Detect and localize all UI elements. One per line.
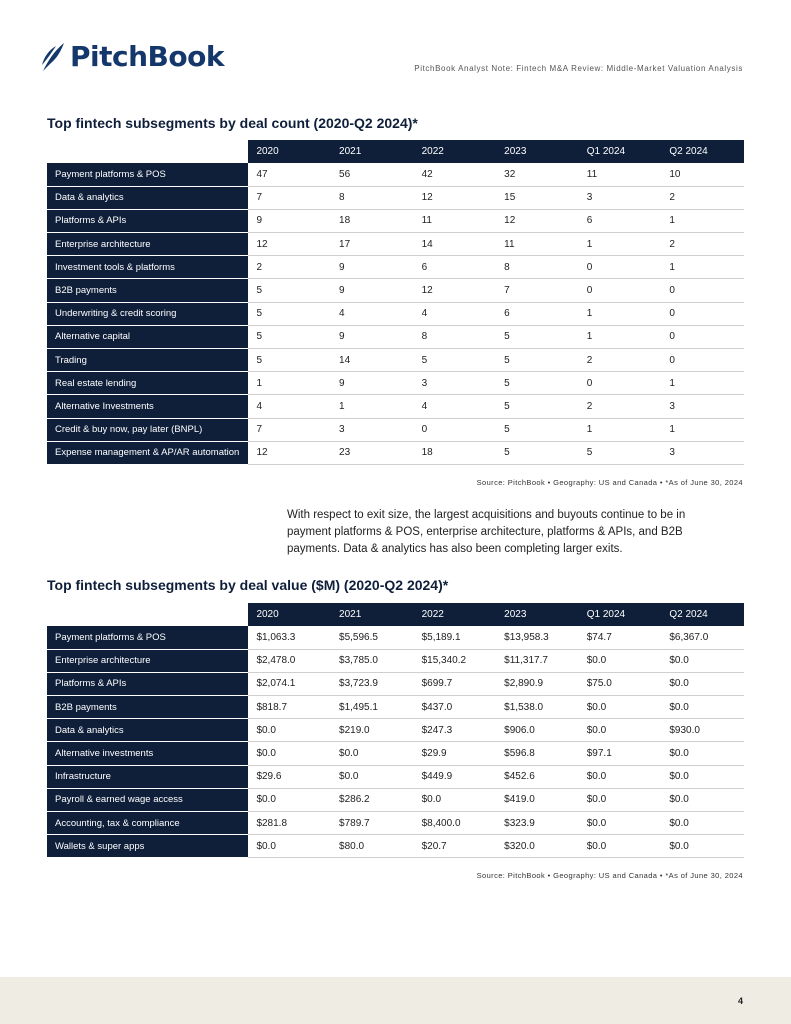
table-row — [47, 302, 744, 325]
table-cell: 6 — [579, 209, 662, 232]
table-cell: 9 — [248, 209, 331, 232]
table-cell: $11,317.7 — [496, 649, 579, 672]
table-cell: $0.0 — [414, 788, 497, 811]
table-row — [47, 765, 744, 788]
table-row — [47, 233, 744, 256]
table-cell: 1 — [331, 395, 414, 418]
row-label: Platforms & APIs — [47, 672, 248, 695]
table-cell: $930.0 — [661, 719, 744, 742]
table-cell: 12 — [248, 233, 331, 256]
table-cell: 5 — [496, 325, 579, 348]
column-header: 2021 — [331, 140, 414, 163]
table-cell: 56 — [331, 163, 414, 186]
table-cell: 23 — [331, 441, 414, 464]
table-cell: $29.9 — [414, 742, 497, 765]
table-cell: 9 — [331, 279, 414, 302]
table-cell: 42 — [414, 163, 497, 186]
table-cell: $449.9 — [414, 765, 497, 788]
table-row — [47, 209, 744, 232]
table-row — [47, 372, 744, 395]
table-cell: 7 — [496, 279, 579, 302]
column-header: Q2 2024 — [661, 140, 744, 163]
table-cell: 0 — [661, 302, 744, 325]
table-cell: $0.0 — [661, 788, 744, 811]
column-header: 2020 — [248, 140, 331, 163]
table-cell: 5 — [414, 349, 497, 372]
row-label: Credit & buy now, pay later (BNPL) — [47, 418, 248, 441]
table1-source: Source: PitchBook • Geography: US and Canada • *As of June 30, 2024 — [476, 478, 743, 487]
table-cell: 2 — [661, 233, 744, 256]
table-cell: $437.0 — [414, 696, 497, 719]
table-row — [47, 672, 744, 695]
table-cell: 1 — [661, 256, 744, 279]
table-cell: $29.6 — [248, 765, 331, 788]
table-cell: 18 — [331, 209, 414, 232]
table-cell: 4 — [414, 395, 497, 418]
table-row — [47, 441, 744, 464]
table-row — [47, 256, 744, 279]
table-cell: $419.0 — [496, 788, 579, 811]
table-cell: 8 — [496, 256, 579, 279]
table-row — [47, 649, 744, 672]
table-cell: 1 — [579, 418, 662, 441]
table-cell: 4 — [248, 395, 331, 418]
table-cell: $0.0 — [579, 812, 662, 835]
table-cell: 11 — [496, 233, 579, 256]
row-label: Underwriting & credit scoring — [47, 302, 248, 325]
column-header: 2023 — [496, 140, 579, 163]
row-label: Payroll & earned wage access — [47, 788, 248, 811]
table-cell: $219.0 — [331, 719, 414, 742]
table-cell: 0 — [661, 325, 744, 348]
table-cell: 5 — [496, 395, 579, 418]
row-label: Data & analytics — [47, 719, 248, 742]
table-row — [47, 279, 744, 302]
table-cell: $0.0 — [661, 812, 744, 835]
table-row — [47, 349, 744, 372]
table-cell: $0.0 — [661, 672, 744, 695]
table-cell: 12 — [496, 209, 579, 232]
table-cell: 17 — [331, 233, 414, 256]
table-cell: 47 — [248, 163, 331, 186]
table-cell: 11 — [579, 163, 662, 186]
table-cell: $0.0 — [579, 719, 662, 742]
table-cell: 9 — [331, 325, 414, 348]
table-cell: 3 — [331, 418, 414, 441]
table-cell: $0.0 — [661, 742, 744, 765]
table-cell: 1 — [661, 209, 744, 232]
table-cell: 14 — [414, 233, 497, 256]
column-header: Q1 2024 — [579, 140, 662, 163]
table-cell: $5,189.1 — [414, 626, 497, 649]
table-cell: $0.0 — [661, 835, 744, 858]
table-cell: 0 — [579, 256, 662, 279]
column-header: Q1 2024 — [579, 603, 662, 626]
table-row — [47, 325, 744, 348]
table-row — [47, 719, 744, 742]
table-cell: 14 — [331, 349, 414, 372]
table-cell: $452.6 — [496, 765, 579, 788]
table-cell: $1,063.3 — [248, 626, 331, 649]
table-cell: 2 — [579, 395, 662, 418]
table-cell: 0 — [661, 349, 744, 372]
table-header-row — [47, 603, 744, 626]
table-cell: 1 — [579, 325, 662, 348]
row-label: Investment tools & platforms — [47, 256, 248, 279]
table2-source: Source: PitchBook • Geography: US and Canada • *As of June 30, 2024 — [476, 871, 743, 880]
table-cell: $1,495.1 — [331, 696, 414, 719]
table-row — [47, 812, 744, 835]
table-cell: $0.0 — [579, 696, 662, 719]
table-row — [47, 788, 744, 811]
table2-title: Top fintech subsegments by deal value ($M) (2020-Q2 2024)* — [47, 577, 449, 593]
column-header: 2023 — [496, 603, 579, 626]
row-label: Enterprise architecture — [47, 649, 248, 672]
table-cell: 6 — [414, 256, 497, 279]
table-cell: 4 — [331, 302, 414, 325]
table-cell: 5 — [496, 349, 579, 372]
column-header: Q2 2024 — [661, 603, 744, 626]
table-cell: $789.7 — [331, 812, 414, 835]
table-cell: $1,538.0 — [496, 696, 579, 719]
table-cell: 7 — [248, 186, 331, 209]
row-label: Data & analytics — [47, 186, 248, 209]
row-label: B2B payments — [47, 279, 248, 302]
table-cell: 32 — [496, 163, 579, 186]
table-cell: $0.0 — [661, 696, 744, 719]
table-cell: $0.0 — [248, 719, 331, 742]
logo-text: PitchBook — [70, 40, 224, 73]
table-cell: 0 — [414, 418, 497, 441]
table-cell: $0.0 — [579, 788, 662, 811]
row-label: Alternative capital — [47, 325, 248, 348]
body-paragraph: With respect to exit size, the largest acquisitions and buyouts continue to be in payment platforms & POS, enterprise architecture, platforms & APIs, and B2B payments. Data & analytics has also been completing larger exits. — [287, 509, 686, 555]
table-cell: $0.0 — [579, 649, 662, 672]
table-row — [47, 395, 744, 418]
table-cell: 15 — [496, 186, 579, 209]
table-cell: $80.0 — [331, 835, 414, 858]
table-cell: 1 — [579, 302, 662, 325]
table-cell: 2 — [661, 186, 744, 209]
table-cell: 5 — [579, 441, 662, 464]
table-cell: 3 — [661, 441, 744, 464]
column-header: 2022 — [414, 603, 497, 626]
table-cell: 1 — [661, 418, 744, 441]
table-cell: 10 — [661, 163, 744, 186]
table-cell: 6 — [496, 302, 579, 325]
table-cell: $323.9 — [496, 812, 579, 835]
table-cell: 5 — [248, 325, 331, 348]
header-corner — [47, 603, 248, 626]
row-label: Alternative investments — [47, 742, 248, 765]
table-cell: $74.7 — [579, 626, 662, 649]
row-label: Platforms & APIs — [47, 209, 248, 232]
row-label: Trading — [47, 349, 248, 372]
table-cell: $818.7 — [248, 696, 331, 719]
table-cell: $13,958.3 — [496, 626, 579, 649]
table-cell: $0.0 — [661, 649, 744, 672]
row-label: Infrastructure — [47, 765, 248, 788]
row-label: Alternative Investments — [47, 395, 248, 418]
table-cell: $699.7 — [414, 672, 497, 695]
table-cell: $0.0 — [248, 788, 331, 811]
table-cell: 5 — [496, 372, 579, 395]
table-cell: 0 — [579, 279, 662, 302]
row-label: Expense management & AP/AR automation — [47, 441, 248, 464]
table-cell: $8,400.0 — [414, 812, 497, 835]
column-header: 2021 — [331, 603, 414, 626]
page-footer — [0, 977, 791, 1024]
table-row — [47, 742, 744, 765]
table-cell: 5 — [248, 302, 331, 325]
table-row — [47, 835, 744, 858]
deal-value-table — [47, 603, 744, 858]
row-label: Enterprise architecture — [47, 233, 248, 256]
table-cell: 2 — [579, 349, 662, 372]
table-cell: 2 — [248, 256, 331, 279]
column-header: 2022 — [414, 140, 497, 163]
table-cell: $20.7 — [414, 835, 497, 858]
table-cell: $0.0 — [661, 765, 744, 788]
table-cell: $5,596.5 — [331, 626, 414, 649]
table-cell: 11 — [414, 209, 497, 232]
column-header: 2020 — [248, 603, 331, 626]
table-cell: 7 — [248, 418, 331, 441]
table-cell: $247.3 — [414, 719, 497, 742]
table-cell: 12 — [414, 186, 497, 209]
table-cell: 12 — [248, 441, 331, 464]
table-cell: $6,367.0 — [661, 626, 744, 649]
table-row — [47, 418, 744, 441]
row-label: Wallets & super apps — [47, 835, 248, 858]
row-label: B2B payments — [47, 696, 248, 719]
table-cell: $320.0 — [496, 835, 579, 858]
table-cell: 5 — [248, 279, 331, 302]
table-cell: 8 — [414, 325, 497, 348]
table1-title: Top fintech subsegments by deal count (2020-Q2 2024)* — [47, 115, 418, 131]
pitchbook-logo — [40, 40, 224, 73]
table-cell: $2,890.9 — [496, 672, 579, 695]
deal-count-table — [47, 140, 744, 465]
table-cell: $0.0 — [248, 835, 331, 858]
table-cell: 18 — [414, 441, 497, 464]
table-cell: 3 — [579, 186, 662, 209]
table-row — [47, 163, 744, 186]
table-cell: 3 — [414, 372, 497, 395]
table-cell: $15,340.2 — [414, 649, 497, 672]
table-cell: 5 — [496, 441, 579, 464]
table-cell: $596.8 — [496, 742, 579, 765]
table-cell: $97.1 — [579, 742, 662, 765]
row-label: Real estate lending — [47, 372, 248, 395]
table-header-row — [47, 140, 744, 163]
table-cell: $75.0 — [579, 672, 662, 695]
table-cell: 4 — [414, 302, 497, 325]
table-cell: $286.2 — [331, 788, 414, 811]
table-cell: 1 — [579, 233, 662, 256]
header-note: PitchBook Analyst Note: Fintech M&A Review: Middle-Market Valuation Analysis — [414, 64, 743, 73]
table-cell: $0.0 — [331, 742, 414, 765]
table-cell: 0 — [579, 372, 662, 395]
table-cell: $0.0 — [248, 742, 331, 765]
table-cell: 5 — [248, 349, 331, 372]
table-cell: $0.0 — [579, 765, 662, 788]
table-cell: 8 — [331, 186, 414, 209]
row-label: Payment platforms & POS — [47, 626, 248, 649]
row-label: Payment platforms & POS — [47, 163, 248, 186]
table-cell: 1 — [248, 372, 331, 395]
table-cell: 5 — [496, 418, 579, 441]
table-cell: $3,723.9 — [331, 672, 414, 695]
table-row — [47, 696, 744, 719]
table-cell: $0.0 — [579, 835, 662, 858]
table-cell: 0 — [661, 279, 744, 302]
table-cell: 12 — [414, 279, 497, 302]
table-cell: $0.0 — [331, 765, 414, 788]
page-number: 4 — [737, 996, 743, 1006]
table-row — [47, 186, 744, 209]
table-cell: 1 — [661, 372, 744, 395]
table-cell: $281.8 — [248, 812, 331, 835]
table-cell: $906.0 — [496, 719, 579, 742]
table-cell: $2,478.0 — [248, 649, 331, 672]
table-cell: $3,785.0 — [331, 649, 414, 672]
row-label: Accounting, tax & compliance — [47, 812, 248, 835]
table-cell: 9 — [331, 372, 414, 395]
table-cell: 3 — [661, 395, 744, 418]
table-row — [47, 626, 744, 649]
table-cell: 9 — [331, 256, 414, 279]
header-corner — [47, 140, 248, 163]
pitchbook-leaf-icon — [40, 41, 66, 73]
table-cell: $2,074.1 — [248, 672, 331, 695]
